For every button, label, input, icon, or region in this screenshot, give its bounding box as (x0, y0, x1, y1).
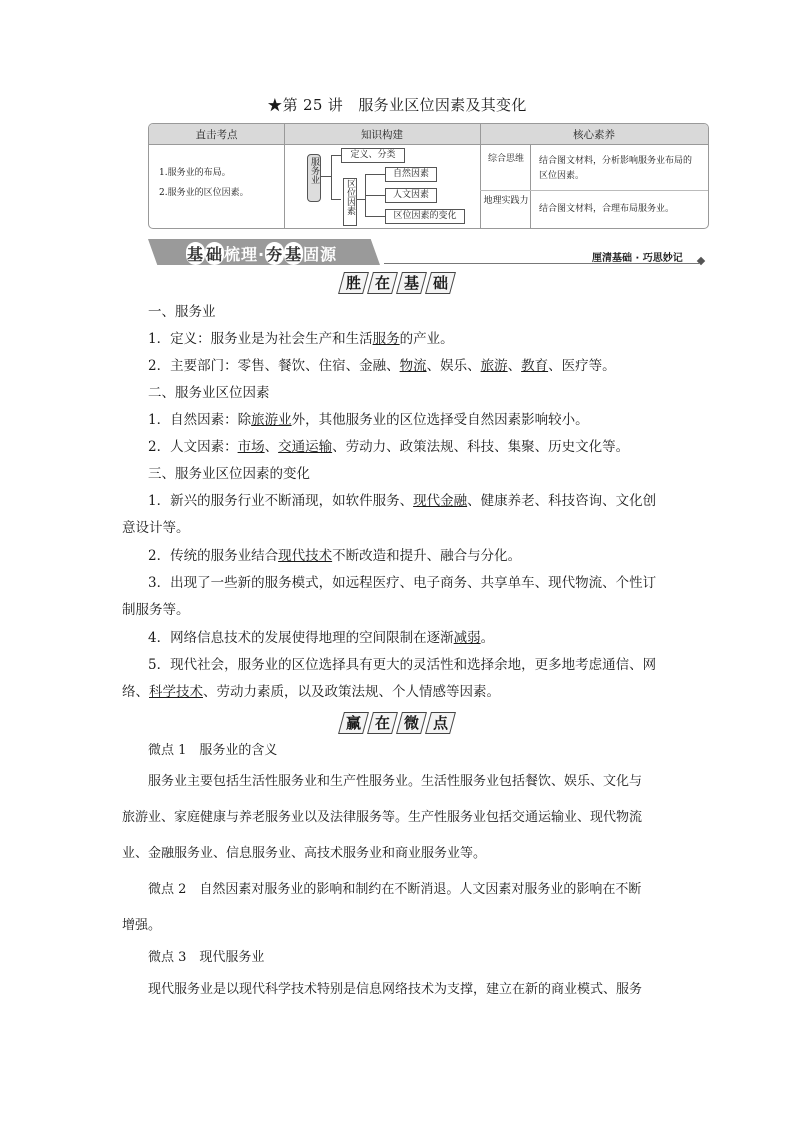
micro-2-line-2: 增强。 (122, 918, 162, 933)
table-header (149, 124, 708, 145)
tree-leaf-natural: 自然因素 (385, 167, 437, 182)
overview-table (148, 123, 709, 229)
basics-line-5b: 意设计等。 (122, 520, 190, 536)
literacy-label-2: 地理实践力 (483, 196, 529, 206)
literacy-text-1b: 区位因素。 (539, 171, 585, 181)
micro-1-line-2: 旅游业、家庭健康与养老服务业以及法律服务等。生产性服务业包括交通运输业、现代物流 (122, 810, 643, 825)
basics-line-3: 1．自然因素：除旅游业外，其他服务业的区位选择受自然因素影响较小。 (148, 412, 589, 428)
header-knowledge: 知识构建 (361, 129, 403, 141)
tree-leaf-change: 区位因素的变化 (385, 209, 465, 224)
section-banner (148, 239, 708, 265)
tree-definition: 定义、分类 (341, 148, 405, 163)
basics-line-5: 1．新兴的服务行业不断涌现，如软件服务、现代金融、健康养老、科技咨询、文化创 (148, 493, 657, 509)
micro-3-title: 微点 3 现代服务业 (148, 950, 265, 965)
micro-2-line-1: 微点 2 自然因素对服务业的影响和制约在不断消退。人文因素对服务业的影响在不断 (148, 882, 642, 897)
literacy-text-2: 结合图文材料，合理布局服务业。 (539, 204, 675, 214)
banner-title: 基 础梳理·夯 基固源 (186, 242, 337, 265)
micro-1-line-3: 业、金融服务业、信息服务业、高技术服务业和商业服务业等。 (122, 846, 487, 861)
banner-right-label: 厘清基础 · 巧思妙记 (592, 253, 683, 264)
micro-3-line-1: 现代服务业是以现代科学技术特别是信息网络技术为支撑，建立在新的商业模式、服务 (148, 982, 643, 997)
tree-leaf-human: 人文因素 (385, 188, 437, 203)
exam-point-2: 2.服务业的区位因素。 (159, 188, 249, 198)
heading-1: 一、服务业 (148, 304, 216, 320)
section-header-basics: 胜 在 基 础 (0, 272, 794, 294)
literacy-text-1a: 结合图文材料，分析影响服务业布局的 (539, 156, 693, 166)
section-header-micro: 赢 在 微 点 (0, 712, 794, 734)
basics-line-7b: 制服务等。 (122, 602, 190, 618)
header-points: 直击考点 (195, 129, 238, 141)
basics-line-6: 2．传统的服务业结合现代技术不断改造和提升、融合与分化。 (148, 548, 522, 564)
basics-line-1: 1．定义：服务业是为社会生产和生活服务的产业。 (148, 331, 454, 347)
heading-2: 二、服务业区位因素 (148, 385, 270, 401)
basics-line-8: 4．网络信息技术的发展使得地理的空间限制在逐渐减弱。 (148, 630, 495, 646)
page-title: ★第 25 讲 服务业区位因素及其变化 (267, 96, 527, 114)
basics-line-9b: 络、科学技术、劳动力素质，以及政策法规、个人情感等因素。 (122, 684, 500, 700)
basics-line-7: 3．出现了一些新的服务模式，如远程医疗、电子商务、共享单车、现代物流、个性订 (148, 575, 657, 591)
tree-root: 服务业 (307, 154, 321, 202)
basics-line-9: 5．现代社会，服务业的区位选择具有更大的灵活性和选择余地，更多地考虑通信、网 (148, 657, 657, 673)
micro-1-line-1: 服务业主要包括生活性服务业和生产性服务业。生活性服务业包括餐饮、娱乐、文化与 (148, 774, 643, 789)
header-literacy: 核心素养 (573, 129, 615, 141)
basics-line-2: 2．主要部门：零售、餐饮、住宿、金融、物流、娱乐、旅游、教育、医疗等。 (148, 358, 616, 374)
heading-3: 三、服务业区位因素的变化 (148, 466, 310, 482)
literacy-label-1: 综合思维 (487, 154, 524, 164)
exam-point-1: 1.服务业的布局。 (159, 168, 231, 178)
tree-location-factors: 区位因素 (343, 178, 357, 226)
basics-line-4: 2．人文因素：市场、交通运输、劳动力、政策法规、科技、集聚、历史文化等。 (148, 439, 630, 455)
micro-1-title: 微点 1 服务业的含义 (148, 743, 278, 758)
